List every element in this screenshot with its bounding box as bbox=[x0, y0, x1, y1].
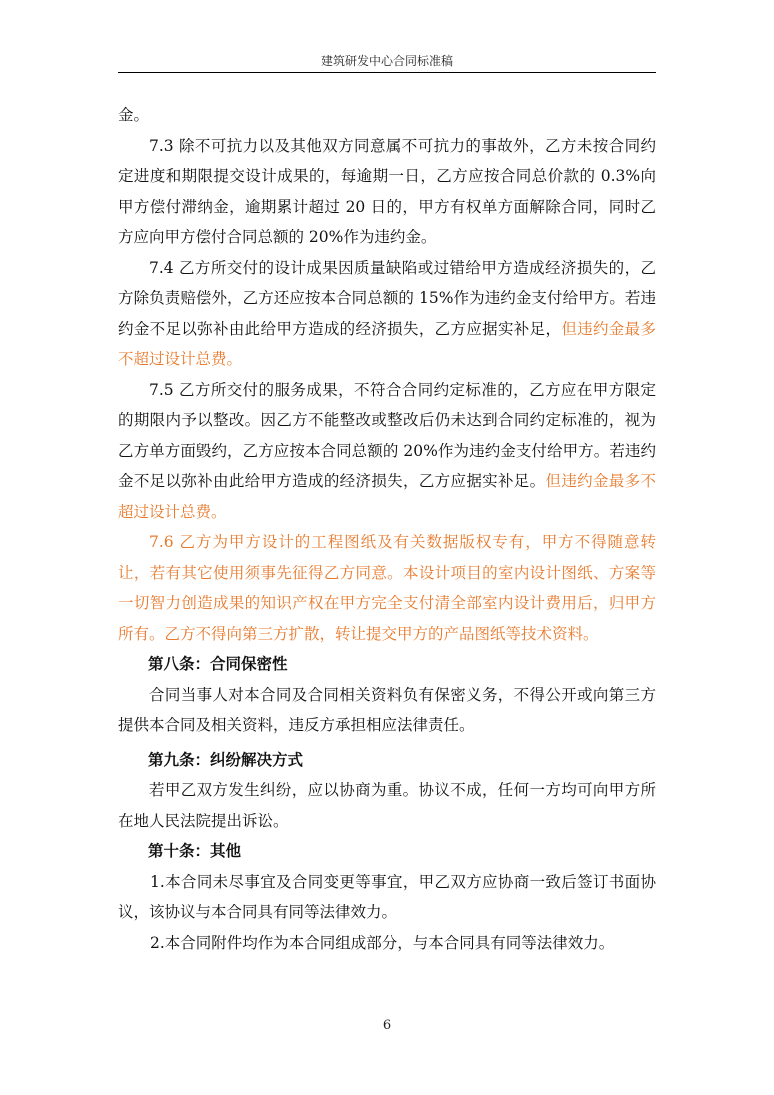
page-number: 6 bbox=[382, 1018, 392, 1033]
section-8-heading: 第八条：合同保密性 bbox=[148, 654, 288, 673]
document-body bbox=[118, 100, 656, 958]
clause-7-5-text: 7.5 乙方所交付的服务成果，不符合合同约定标准的，乙方应在甲方限定的期限内予以整改。因乙方不能整改或整改后仍未达到合同约定标准的，视为乙方单方面毁约，乙方应按本合同总额的 20%作为违约金支付给甲方。若违约金不足以弥补由此给甲方造成的经济损失，乙方应据实补足。 bbox=[118, 380, 656, 490]
section-9-heading: 第九条：纠纷解决方式 bbox=[148, 749, 304, 769]
clause-7-4-highlight: 但违约金最多不超过设计总费。 bbox=[118, 319, 656, 368]
clause-7-4-text: 7.4 乙方所交付的设计成果因质量缺陷或过错给甲方造成经济损失的，乙方除负责赔偿外，乙方还应按本合同总额的 15%作为违约金支付给甲方。若违约金不足以弥补由此给甲方造成的经济损失，乙方应据实补足， bbox=[118, 258, 656, 338]
clause-7-6: 7.6 乙方为甲方设计的工程图纸及有关数据版权专有，甲方不得随意转让，若有其它使用须事先征得乙方同意。本设计项目的室内设计图纸、方案等一切智力创造成果的知识产权在甲方完全支付清全部室内设计费用后，归甲方所有。乙方不得向第三方扩散，转让提交甲方的产品图纸等技术资料。 bbox=[118, 533, 656, 643]
clause-7-3: 7.3 除不可抗力以及其他双方同意属不可抗力的事故外，乙方未按合同约定进度和期限提交设计成果的，每逾期一日，乙方应按合同总价款的 0.3%向甲方偿付滞纳金，逾期累计超过 20 日的，甲方有权单方面解除合同，同时乙方应向甲方偿付合同总额的 20%作为违约金。 bbox=[118, 136, 656, 246]
section-10-item-2: 2.本合同附件均作为本合同组成部分，与本合同具有同等法律效力。 bbox=[150, 933, 615, 952]
header-rule bbox=[118, 72, 656, 73]
section-8-paragraph: 合同当事人对本合同及合同相关资料负有保密义务，不得公开或向第三方提供本合同及相关资料，违反方承担相应法律责任。 bbox=[118, 685, 656, 734]
paragraph-continuation: 金。 bbox=[118, 106, 150, 124]
section-10-heading: 第十条：其他 bbox=[148, 841, 242, 860]
section-9-paragraph: 若甲乙双方发生纠纷，应以协商为重。协议不成，任何一方均可向甲方所在地人民法院提出诉讼。 bbox=[118, 781, 656, 830]
running-header: 建筑研发中心合同标准稿 bbox=[320, 54, 453, 68]
section-10-item-1: 1.本合同未尽事宜及合同变更等事宜，甲乙双方应协商一致后签订书面协议，该协议与本合同具有同等法律效力。 bbox=[118, 872, 656, 921]
clause-7-5 bbox=[118, 375, 656, 528]
clause-7-4 bbox=[118, 253, 656, 375]
clause-7-5-highlight: 但违约金最多不超过设计总费。 bbox=[118, 472, 656, 521]
